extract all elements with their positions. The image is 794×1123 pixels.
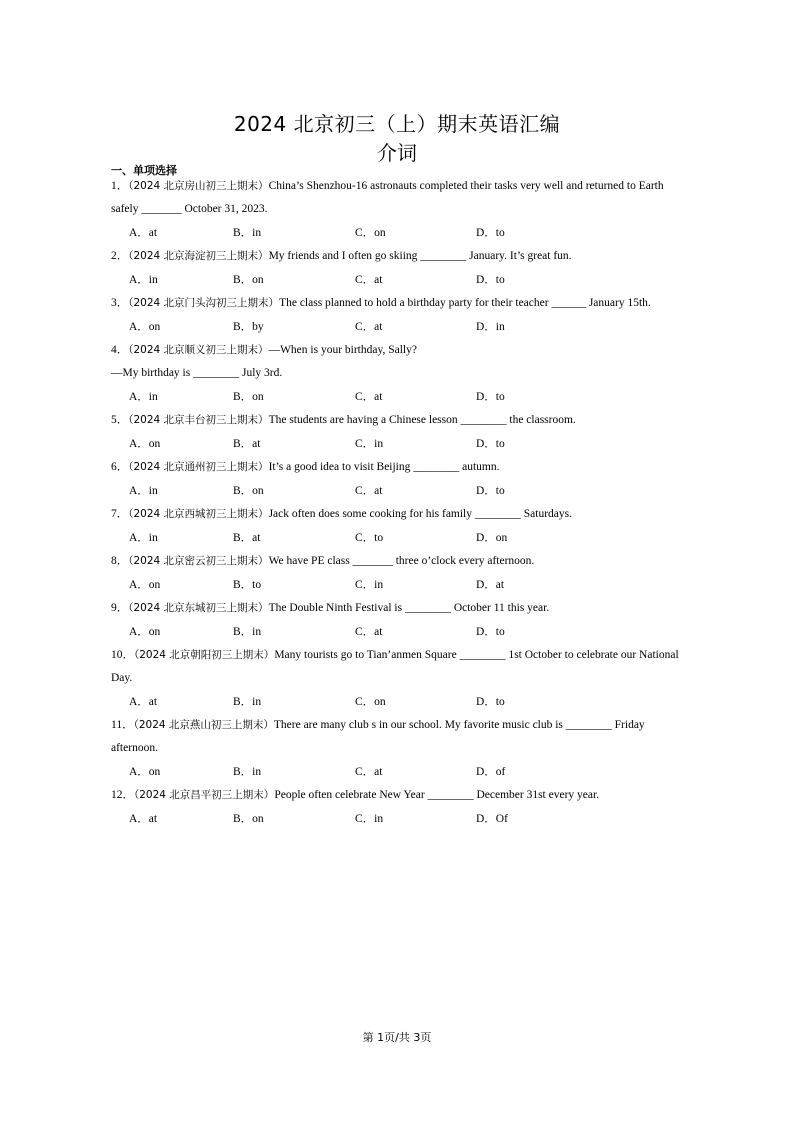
question-item <box>111 503 689 550</box>
option-a[interactable]: A．on <box>129 766 161 778</box>
option-a[interactable]: A．at <box>129 696 158 708</box>
question-item <box>111 175 689 245</box>
question-number: 8． <box>111 555 129 567</box>
option-row <box>111 268 689 292</box>
option-a[interactable]: A．in <box>129 274 158 286</box>
question-text <box>111 245 689 268</box>
option-d[interactable]: D．of <box>476 766 506 778</box>
question-source: （2024 北京海淀初三上期末） <box>128 250 269 262</box>
question-item <box>111 550 689 597</box>
question-number: 1． <box>111 180 129 192</box>
option-d[interactable]: D．in <box>476 321 505 333</box>
option-b[interactable]: B．at <box>233 532 261 544</box>
question-source: （2024 北京西城初三上期末） <box>128 508 269 520</box>
question-text <box>111 714 689 760</box>
option-b[interactable]: B．at <box>233 438 261 450</box>
option-b[interactable]: B．by <box>233 321 264 333</box>
question-stem: It’s a good idea to visit Beijing ________ autumn. <box>268 461 500 473</box>
option-row <box>111 385 689 409</box>
option-a[interactable]: A．on <box>129 321 161 333</box>
question-stem: China’s Shenzhou-16 astronauts completed their tasks very well and returned to Earth safely _______ October 31, 2023. <box>111 180 664 215</box>
question-stem: The Double Ninth Festival is ________ October 11 this year. <box>268 602 550 614</box>
option-a[interactable]: A．at <box>129 227 158 239</box>
option-c[interactable]: C．to <box>355 532 384 544</box>
question-number: 4． <box>111 344 129 356</box>
option-c[interactable]: C．in <box>355 579 384 591</box>
option-d[interactable]: D．Of <box>476 813 508 825</box>
question-source: （2024 北京燕山初三上期末） <box>133 719 274 731</box>
question-source: （2024 北京门头沟初三上期末） <box>128 297 280 309</box>
question-text <box>111 644 689 690</box>
question-line-2: —My birthday is ________ July 3rd. <box>111 367 283 379</box>
option-c[interactable]: C．at <box>355 321 383 333</box>
option-d[interactable]: D．to <box>476 696 505 708</box>
question-stem: Jack often does some cooking for his family ________ Saturdays. <box>268 508 572 520</box>
option-b[interactable]: B．on <box>233 274 264 286</box>
option-c[interactable]: C．in <box>355 813 384 825</box>
question-number: 7． <box>111 508 129 520</box>
option-c[interactable]: C．on <box>355 696 386 708</box>
option-a[interactable]: A．at <box>129 813 158 825</box>
option-c[interactable]: C．at <box>355 485 383 497</box>
question-stem: People often celebrate New Year ________ December 31st every year. <box>274 789 600 801</box>
section-heading: 一、单项选择 <box>111 164 177 177</box>
option-b[interactable]: B．in <box>233 766 262 778</box>
question-text <box>111 597 689 620</box>
question-stem: The students are having a Chinese lesson ________ the classroom. <box>268 414 576 426</box>
question-item <box>111 784 689 831</box>
question-stem: We have PE class _______ three o’clock every afternoon. <box>268 555 535 567</box>
question-text <box>111 409 689 432</box>
question-item <box>111 644 689 714</box>
question-item <box>111 292 689 339</box>
page-title: 2024 北京初三（上）期末英语汇编 <box>233 112 561 136</box>
question-item <box>111 409 689 456</box>
question-number: 12． <box>111 789 134 801</box>
option-b[interactable]: B．in <box>233 227 262 239</box>
question-item <box>111 339 689 409</box>
option-b[interactable]: B．to <box>233 579 262 591</box>
option-row <box>111 690 689 714</box>
question-source: （2024 北京密云初三上期末） <box>128 555 269 567</box>
option-row <box>111 573 689 597</box>
option-c[interactable]: C．at <box>355 391 383 403</box>
option-row <box>111 315 689 339</box>
question-number: 6． <box>111 461 129 473</box>
question-text <box>111 456 689 479</box>
option-d[interactable]: D．at <box>476 579 505 591</box>
option-b[interactable]: B．on <box>233 391 264 403</box>
option-row <box>111 807 689 831</box>
option-row <box>111 432 689 456</box>
question-text <box>111 175 689 221</box>
question-text <box>111 784 689 807</box>
question-stem: Many tourists go to Tian’anmen Square ________ 1st October to celebrate our National Day. <box>111 649 679 684</box>
question-number: 2． <box>111 250 129 262</box>
option-b[interactable]: B．in <box>233 696 262 708</box>
question-source: （2024 北京丰台初三上期末） <box>128 414 269 426</box>
option-a[interactable]: A．on <box>129 626 161 638</box>
option-row <box>111 760 689 784</box>
option-c[interactable]: C．at <box>355 766 383 778</box>
question-source: （2024 北京东城初三上期末） <box>128 602 269 614</box>
question-source: （2024 北京通州初三上期末） <box>128 461 269 473</box>
question-source: （2024 北京昌平初三上期末） <box>134 789 275 801</box>
question-source: （2024 北京房山初三上期末） <box>128 180 269 192</box>
page-subtitle: 介词 <box>377 141 417 165</box>
question-stem: —When is your birthday, Sally? <box>268 344 417 356</box>
question-stem: There are many club s in our school. My favorite music club is ________ Friday afternoon. <box>111 719 645 754</box>
option-c[interactable]: C．on <box>355 227 386 239</box>
option-d[interactable]: D．to <box>476 274 505 286</box>
option-a[interactable]: A．in <box>129 485 158 497</box>
option-c[interactable]: C．at <box>355 626 383 638</box>
option-d[interactable]: D．to <box>476 438 505 450</box>
question-item <box>111 597 689 644</box>
question-item <box>111 245 689 292</box>
question-number: 3． <box>111 297 129 309</box>
question-stem: The class planned to hold a birthday party for their teacher ______ January 15th. <box>279 297 651 309</box>
option-row <box>111 526 689 550</box>
question-number: 9． <box>111 602 129 614</box>
question-text <box>111 339 689 362</box>
option-d[interactable]: D．to <box>476 626 505 638</box>
option-d[interactable]: D．to <box>476 391 505 403</box>
option-d[interactable]: D．on <box>476 532 508 544</box>
question-number: 10． <box>111 649 134 661</box>
question-text <box>111 503 689 526</box>
question-source: （2024 北京顺义初三上期末） <box>128 344 269 356</box>
option-c[interactable]: C．at <box>355 274 383 286</box>
question-item <box>111 714 689 784</box>
question-number: 5． <box>111 414 129 426</box>
option-d[interactable]: D．to <box>476 485 505 497</box>
question-stem: My friends and I often go skiing ________ January. It’s great fun. <box>268 250 572 262</box>
question-text <box>111 550 689 573</box>
option-b[interactable]: B．in <box>233 626 262 638</box>
question-list <box>111 175 689 831</box>
option-row <box>111 221 689 245</box>
question-source: （2024 北京朝阳初三上期末） <box>134 649 275 661</box>
page-footer: 第 1页/共 3页 <box>362 1031 432 1044</box>
option-c[interactable]: C．in <box>355 438 384 450</box>
question-item <box>111 456 689 503</box>
option-a[interactable]: A．in <box>129 391 158 403</box>
option-a[interactable]: A．on <box>129 579 161 591</box>
option-row <box>111 479 689 503</box>
question-text <box>111 292 689 315</box>
question-number: 11． <box>111 719 134 731</box>
option-a[interactable]: A．in <box>129 532 158 544</box>
option-a[interactable]: A．on <box>129 438 161 450</box>
option-b[interactable]: B．on <box>233 813 264 825</box>
option-row <box>111 620 689 644</box>
option-d[interactable]: D．to <box>476 227 505 239</box>
option-b[interactable]: B．on <box>233 485 264 497</box>
